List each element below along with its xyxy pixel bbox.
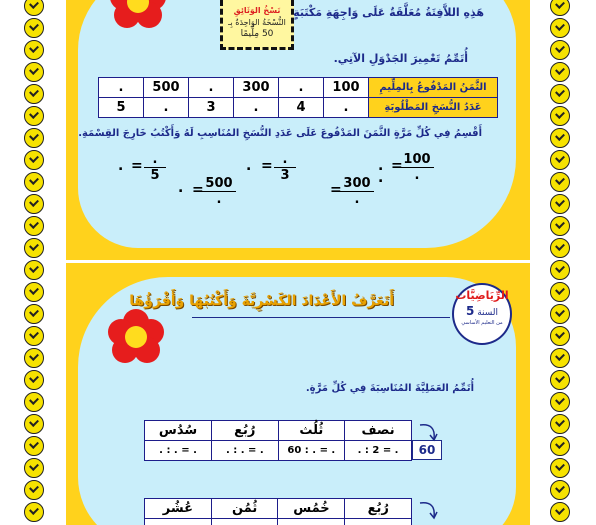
binder-ring-icon [550,84,570,104]
binder-ring-icon [24,304,44,324]
fraction-result[interactable]: . [378,170,384,186]
header-half: نصف [345,421,412,441]
binder-ring-icon [550,106,570,126]
header-tenth: عُشُر [145,499,212,519]
price-sign-heading: نَسْخُ الوَثَائِقِ [233,6,281,15]
fraction-denominator[interactable]: . [414,168,420,183]
table-cell[interactable]: 500 [144,78,189,98]
binder-ring-icon [550,326,570,346]
binder-ring-icon [24,480,44,500]
header-eighth: ثُمُن [211,499,278,519]
table-cell[interactable]: . [279,78,324,98]
fractions-table-1 [144,420,412,461]
binder-ring-icon [24,392,44,412]
binder-ring-icon [24,216,44,236]
binder-ring-icon [24,370,44,390]
fraction-denominator: 5 [150,168,160,183]
binder-ring-icon [24,260,44,280]
fraction-2 [274,152,296,183]
operation-cell[interactable]: . : . = . [145,441,212,461]
binder-ring-icon [550,216,570,236]
binder-ring-icon [24,282,44,302]
binder-ring-icon [550,194,570,214]
binder-ring-icon [550,282,570,302]
instruction-text: أُتَمِّمُ العَمَلِيَّةَ المُنَاسِبَةَ فِي كُلِّ مَرَّةٍ. [305,383,474,394]
header-third: ثُلُث [278,421,345,441]
binder-ring-icon [550,0,570,16]
binder-ring-icon [550,502,570,522]
fraction-5 [202,176,236,207]
row-label-copies: عَدَدُ النُّسَخِ المَطْلُوبَةِ [369,98,498,118]
fraction-4 [340,176,374,207]
binder-ring-icon [550,62,570,82]
fractions-table-2 [144,498,412,525]
badge-year-value: 5 [465,304,475,318]
table-cell[interactable]: . [99,78,144,98]
title-underline [192,317,450,318]
flower-icon [108,309,164,365]
binder-ring-icon [550,370,570,390]
operation-cell[interactable]: . : . = . [212,441,278,461]
binder-ring-icon [550,480,570,500]
row-label-price: الثَّمَنُ المَدْفُوعُ بِالمِلِّيمِ [369,78,498,98]
subject-badge [452,283,512,345]
binder-ring-icon [550,238,570,258]
table-cell[interactable]: . [234,98,279,118]
binder-ring-icon [550,414,570,434]
table-cell[interactable]: 300 [234,78,279,98]
fraction-numerator: 100 [400,152,434,168]
fraction-result[interactable]: . [246,158,252,174]
binder-ring-icon [24,436,44,456]
badge-level: من التعليم الأساسي [461,320,503,326]
header-fifth: خُمُس [278,499,345,519]
flower-icon [110,0,166,30]
binder-ring-icon [24,150,44,170]
header-quarter: رُبُع [212,421,278,441]
binder-ring-icon [550,150,570,170]
binder-ring-icon [550,40,570,60]
fraction-numerator: 300 [340,176,374,192]
fraction-numerator: 500 [202,176,236,192]
curved-arrow-icon [416,499,440,521]
table-cell[interactable]: 4 [279,98,324,118]
page-title: أَتَعَرَّفُ الأَعْدَادَ الكَسْرِيَّةَ وَأَكْتُبُهَا وَأَقْرَؤُهَا [129,293,394,309]
binder-ring-icon [550,260,570,280]
binder-ring-icon [550,172,570,192]
binder-ring-icon [24,0,44,16]
operation-cell[interactable] [145,519,212,525]
instruction-fill-table: أُتَمِّمُ تَعْمِيرَ الجَدْوَلِ الآتِي. [333,52,468,65]
badge-subject: الرِّيَاضِيَّات [455,289,509,302]
binder-ring-icon [550,392,570,412]
right-binder-rings [548,0,574,525]
equals-sign: = [131,158,143,174]
fraction-result[interactable]: . [118,158,124,174]
binder-ring-icon [24,62,44,82]
fraction-3 [144,152,166,183]
operation-cell[interactable] [278,519,345,525]
binder-ring-icon [550,458,570,478]
start-value: 60 [418,443,436,457]
binder-ring-icon [24,194,44,214]
table-cell[interactable]: . [189,78,234,98]
binder-ring-icon [550,18,570,38]
price-sign-line1: النُّسْخَةُ الوَاحِدَةُ بِـ [228,18,286,27]
binder-ring-icon [24,348,44,368]
badge-year-label: السنة [477,308,499,318]
binder-ring-icon [24,40,44,60]
curved-arrow-icon [416,421,440,443]
binder-ring-icon [24,128,44,148]
binder-ring-icon [550,348,570,368]
equals-sign: = [330,182,342,198]
fraction-result[interactable]: . [178,180,184,196]
binder-ring-icon [24,458,44,478]
operation-cell[interactable] [211,519,278,525]
intro-text: هَذِهِ اللاَّفِتَةُ مُعَلَّقَةٌ عَلَى وَاجِهَةِ مَكْتَبَةٍ [293,6,484,19]
binder-ring-icon [24,18,44,38]
operation-cell[interactable]: . : 2 = . [345,441,412,461]
worksheet-page-2 [66,263,530,525]
operation-cell[interactable] [345,519,412,525]
binder-ring-icon [24,238,44,258]
fraction-numerator[interactable]: . [144,152,166,168]
binder-ring-icon [24,106,44,126]
fraction-denominator[interactable]: . [354,192,360,207]
table-cell[interactable]: . [144,98,189,118]
fraction-denominator[interactable]: . [216,192,222,207]
fraction-denominator: 3 [280,168,290,183]
binder-ring-icon [24,326,44,346]
start-value-box [412,440,442,460]
table-cell[interactable]: 5 [99,98,144,118]
binder-ring-icon [550,304,570,324]
price-sign [220,0,294,50]
table-cell[interactable]: 100 [324,78,369,98]
instruction-divide: أَقْسِمُ فِي كُلِّ مَرَّةٍ الثَّمَنَ المَدْفُوعَ عَلَى عَدَدِ النُّسَخِ المُنَاسِبِ لَهُ وَأَكْتُبُ خَارِجَ القِسْمَةِ. [78,128,482,139]
header-sixth: سُدُس [145,421,212,441]
header-quarter: رُبُع [345,499,412,519]
operation-cell[interactable]: 60 : . = . [278,441,345,461]
binder-ring-icon [550,436,570,456]
equals-sign: = [391,158,403,174]
table-cell[interactable]: 3 [189,98,234,118]
price-table [98,77,498,118]
fraction-numerator[interactable]: . [274,152,296,168]
binder-ring-icon [24,84,44,104]
equals-sign: = [192,182,204,198]
binder-ring-icon [24,502,44,522]
cloud-background [78,0,516,248]
price-sign-line2: 50 مِلِّيمًا [240,29,274,39]
worksheet-page-1 [66,0,530,260]
fraction-1 [400,152,434,183]
binder-ring-icon [24,414,44,434]
equals-sign: = [261,158,273,174]
table-cell[interactable]: . [324,98,369,118]
binder-ring-icon [24,172,44,192]
binder-ring-icon [550,128,570,148]
left-binder-rings [22,0,48,525]
fraction-result[interactable]: . [378,158,384,174]
